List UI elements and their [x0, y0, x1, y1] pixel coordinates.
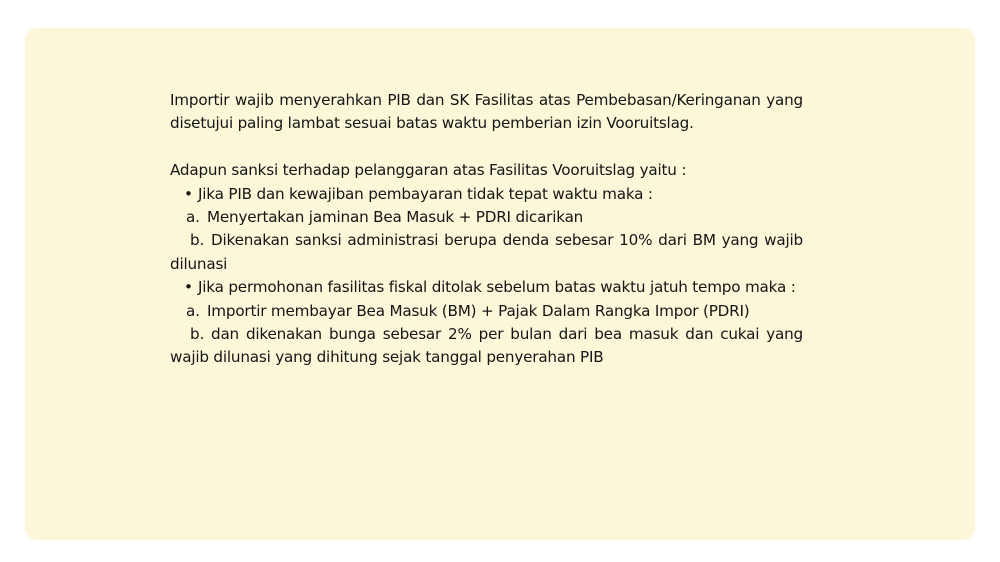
sub-item-marker: a.	[186, 301, 200, 320]
sanctions-heading: Adapun sanksi terhadap pelanggaran atas Fasilitas Vooruitslag yaitu :	[170, 161, 687, 180]
document-body	[170, 89, 803, 370]
sub-item-marker: b.	[190, 325, 205, 344]
sub-item	[170, 300, 803, 323]
sub-item-marker: b.	[190, 231, 205, 250]
sub-item	[170, 206, 803, 229]
sub-item-text: Menyertakan jaminan Bea Masuk + PDRI dicarikan	[207, 208, 584, 227]
bullet-item	[170, 276, 803, 299]
intro-paragraph: Importir wajib menyerahkan PIB dan SK Fasilitas atas Pembebasan/Keringanan yang disetujui paling lambat sesuai batas waktu pemberian izin Vooruitslag.	[170, 91, 803, 133]
sub-item	[170, 323, 803, 370]
sub-item-text: Dikenakan sanksi administrasi berupa denda sebesar 10% dari BM yang wajib dilunasi	[170, 231, 803, 273]
sub-item-marker: a.	[186, 208, 200, 227]
bullet-text: Jika permohonan fasilitas fiskal ditolak sebelum batas waktu jatuh tempo maka :	[198, 278, 796, 297]
bullet-dot-icon: •	[184, 184, 193, 203]
sub-item-text: Importir membayar Bea Masuk (BM) + Pajak Dalam Rangka Impor (PDRI)	[207, 301, 750, 320]
bullet-text: Jika PIB dan kewajiban pembayaran tidak tepat waktu maka :	[198, 184, 653, 203]
bullet-item	[170, 183, 803, 206]
bullet-dot-icon: •	[184, 278, 193, 297]
sub-item-text: dan dikenakan bunga sebesar 2% per bulan dari bea masuk dan cukai yang wajib dilunasi yang dihitung sejak tanggal penyerahan PIB	[170, 325, 803, 367]
sub-item	[170, 229, 803, 276]
spacer	[170, 136, 803, 159]
